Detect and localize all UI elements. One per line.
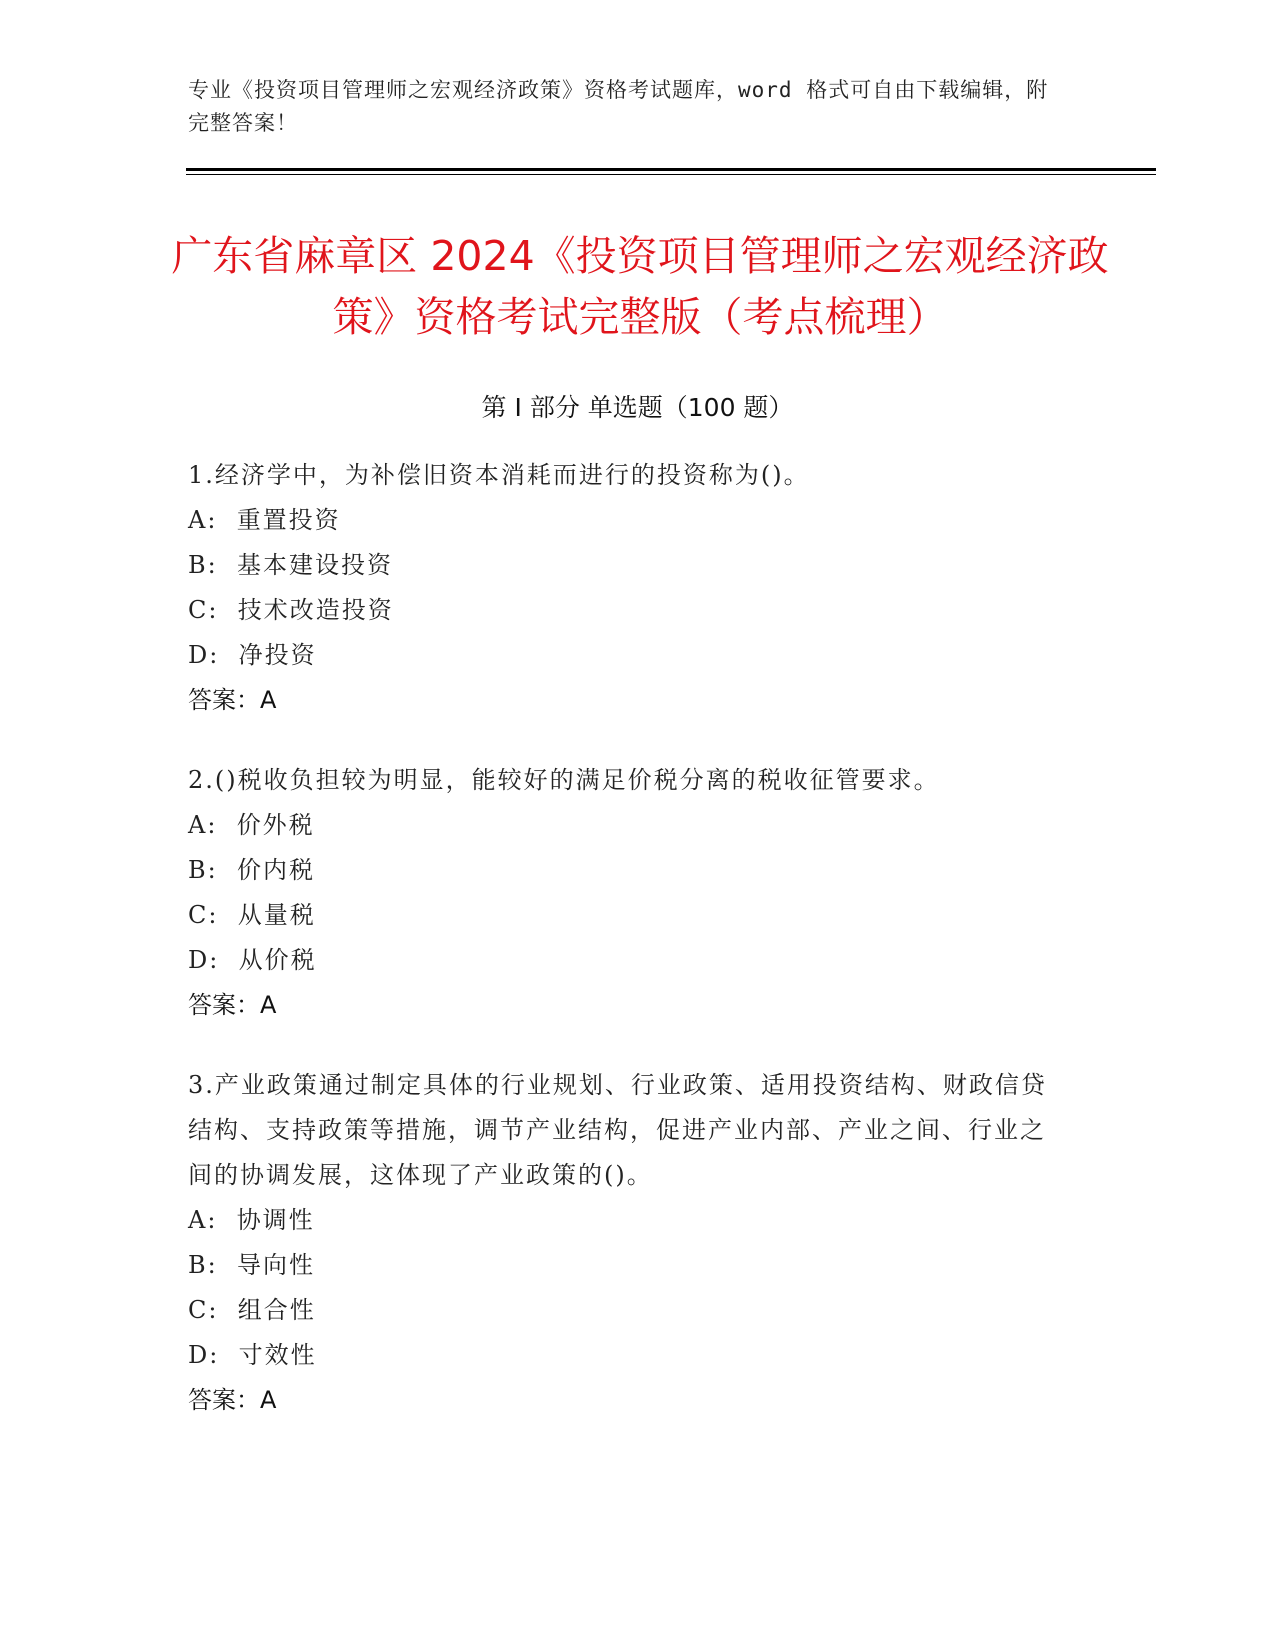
- question-text: 1.经济学中，为补偿旧资本消耗而进行的投资称为()。: [188, 461, 810, 489]
- option-key: D:: [188, 641, 220, 669]
- option-a: [188, 498, 1068, 543]
- option-text: 从量税: [237, 901, 316, 929]
- option-text: 从价税: [238, 946, 317, 974]
- document-title: 广东省麻章区 2024《投资项目管理师之宏观经济政策》资格考试完整版（考点梳理）: [171, 232, 1109, 341]
- option-c: [188, 588, 1068, 633]
- option-b: [188, 1243, 1068, 1288]
- option-d: [188, 938, 1068, 983]
- option-key: D:: [188, 1341, 220, 1369]
- option-d: [188, 1333, 1068, 1378]
- option-c: [188, 893, 1068, 938]
- header-note: 专业《投资项目管理师之宏观经济政策》资格考试题库，word 格式可自由下载编辑，附完整答案！: [188, 78, 1049, 135]
- option-text: 技术改造投资: [237, 596, 394, 624]
- option-d: [188, 633, 1068, 678]
- option-text: 组合性: [237, 1296, 316, 1324]
- option-text: 协调性: [236, 1206, 315, 1234]
- option-a: [188, 803, 1068, 848]
- option-b: [188, 543, 1068, 588]
- option-text: 价外税: [236, 811, 315, 839]
- option-c: [188, 1288, 1068, 1333]
- question-2: [188, 758, 1068, 1028]
- question-text: 3.产业政策通过制定具体的行业规划、行业政策、适用投资结构、财政信贷结构、支持政策等措施，调节产业结构，促进产业内部、产业之间、行业之间的协调发展，这体现了产业政策的()。: [188, 1071, 1047, 1189]
- option-text: 导向性: [237, 1251, 315, 1279]
- question-text: 2.()税收负担较为明显，能较好的满足价税分离的税收征管要求。: [188, 766, 940, 794]
- option-key: A:: [188, 1206, 218, 1234]
- option-text: 寸效性: [238, 1341, 317, 1369]
- option-b: [188, 848, 1068, 893]
- option-key: A:: [188, 506, 218, 534]
- option-a: [188, 1198, 1068, 1243]
- header-rule-thin: [186, 174, 1156, 175]
- answer-line: 答案：A: [188, 1386, 277, 1414]
- section-title: 第 I 部分 单选题（100 题）: [481, 393, 794, 422]
- header-rule-thick: [186, 168, 1156, 171]
- option-text: 价内税: [237, 856, 315, 884]
- option-text: 净投资: [238, 641, 317, 669]
- answer-line: 答案：A: [188, 686, 277, 714]
- option-key: C:: [188, 1296, 219, 1324]
- option-key: D:: [188, 946, 220, 974]
- answer-line: 答案：A: [188, 991, 277, 1019]
- question-1: [188, 453, 1068, 723]
- option-key: C:: [188, 596, 219, 624]
- option-key: B:: [188, 1251, 218, 1279]
- question-3: [188, 1063, 1068, 1423]
- option-key: B:: [188, 856, 218, 884]
- option-key: C:: [188, 901, 219, 929]
- option-key: B:: [188, 551, 218, 579]
- option-text: 重置投资: [236, 506, 341, 534]
- option-key: A:: [188, 811, 218, 839]
- option-text: 基本建设投资: [237, 551, 393, 579]
